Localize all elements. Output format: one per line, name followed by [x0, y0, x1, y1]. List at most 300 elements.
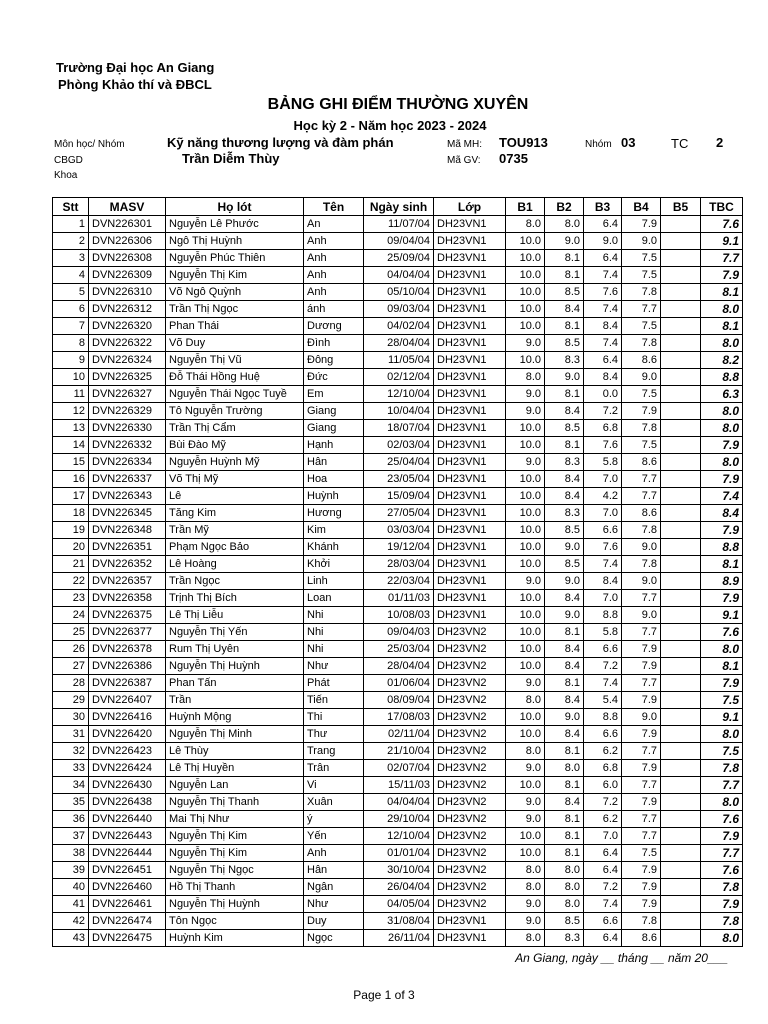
class-cell: DH23VN1 [434, 369, 506, 386]
b1-cell: 10.0 [506, 318, 545, 335]
birthdate-cell: 09/04/04 [364, 233, 434, 250]
class-cell: DH23VN1 [434, 590, 506, 607]
b5-cell [661, 760, 701, 777]
b4-cell: 7.7 [622, 488, 661, 505]
column-header: TBC [701, 198, 743, 216]
stt-cell: 30 [53, 709, 89, 726]
b2-cell: 8.4 [545, 658, 584, 675]
birthdate-cell: 28/04/04 [364, 658, 434, 675]
birthdate-cell: 26/04/04 [364, 879, 434, 896]
student-id-cell: DVN226343 [89, 488, 166, 505]
average-cell: 8.1 [701, 658, 743, 675]
b4-cell: 7.7 [622, 471, 661, 488]
given-name-cell: Thư [304, 726, 364, 743]
b2-cell: 8.1 [545, 318, 584, 335]
b1-cell: 8.0 [506, 862, 545, 879]
stt-cell: 37 [53, 828, 89, 845]
b4-cell: 9.0 [622, 369, 661, 386]
b4-cell: 7.5 [622, 318, 661, 335]
class-cell: DH23VN2 [434, 794, 506, 811]
b1-cell: 10.0 [506, 641, 545, 658]
b3-cell: 6.4 [584, 216, 622, 233]
b5-cell [661, 522, 701, 539]
b2-cell: 9.0 [545, 573, 584, 590]
student-id-cell: DVN226430 [89, 777, 166, 794]
table-row [53, 658, 743, 675]
b5-cell [661, 454, 701, 471]
b2-cell: 8.1 [545, 845, 584, 862]
stt-cell: 4 [53, 267, 89, 284]
stt-cell: 28 [53, 675, 89, 692]
given-name-cell: Kim [304, 522, 364, 539]
surname-cell: Lê Thùy [166, 743, 304, 760]
b3-cell: 6.8 [584, 760, 622, 777]
b2-cell: 8.4 [545, 794, 584, 811]
given-name-cell: Hân [304, 454, 364, 471]
b1-cell: 9.0 [506, 403, 545, 420]
average-cell: 7.6 [701, 216, 743, 233]
stt-cell: 9 [53, 352, 89, 369]
average-cell: 7.8 [701, 879, 743, 896]
birthdate-cell: 28/03/04 [364, 556, 434, 573]
birthdate-cell: 05/10/04 [364, 284, 434, 301]
class-cell: DH23VN2 [434, 811, 506, 828]
surname-cell: Nguyễn Lan [166, 777, 304, 794]
average-cell: 8.0 [701, 454, 743, 471]
lecturer-label: CBGD [54, 155, 83, 166]
birthdate-cell: 01/11/03 [364, 590, 434, 607]
birthdate-cell: 03/03/04 [364, 522, 434, 539]
b1-cell: 10.0 [506, 471, 545, 488]
table-row [53, 760, 743, 777]
b3-cell: 6.4 [584, 862, 622, 879]
surname-cell: Nguyễn Thị Yến [166, 624, 304, 641]
b5-cell [661, 505, 701, 522]
given-name-cell: Tiến [304, 692, 364, 709]
b2-cell: 8.5 [545, 284, 584, 301]
birthdate-cell: 09/04/03 [364, 624, 434, 641]
given-name-cell: Đông [304, 352, 364, 369]
average-cell: 8.8 [701, 539, 743, 556]
student-id-cell: DVN226312 [89, 301, 166, 318]
b1-cell: 9.0 [506, 386, 545, 403]
b4-cell: 7.9 [622, 641, 661, 658]
course-label: Môn học/ Nhóm [54, 139, 125, 150]
stt-cell: 15 [53, 454, 89, 471]
average-cell: 7.9 [701, 522, 743, 539]
b3-cell: 7.4 [584, 675, 622, 692]
stt-cell: 6 [53, 301, 89, 318]
class-cell: DH23VN1 [434, 318, 506, 335]
birthdate-cell: 01/06/04 [364, 675, 434, 692]
b5-cell [661, 862, 701, 879]
average-cell: 8.0 [701, 420, 743, 437]
stt-cell: 40 [53, 879, 89, 896]
b3-cell: 7.6 [584, 284, 622, 301]
average-cell: 7.7 [701, 250, 743, 267]
course-name: Kỹ năng thương lượng và đàm phán [167, 135, 394, 150]
given-name-cell: An [304, 216, 364, 233]
table-row [53, 352, 743, 369]
b3-cell: 6.4 [584, 845, 622, 862]
class-cell: DH23VN1 [434, 267, 506, 284]
b3-cell: 7.4 [584, 301, 622, 318]
average-cell: 8.0 [701, 335, 743, 352]
column-header: B5 [661, 198, 701, 216]
student-id-cell: DVN226386 [89, 658, 166, 675]
b1-cell: 10.0 [506, 267, 545, 284]
b1-cell: 10.0 [506, 352, 545, 369]
b4-cell: 7.8 [622, 913, 661, 930]
stt-cell: 17 [53, 488, 89, 505]
b1-cell: 9.0 [506, 811, 545, 828]
grades-table [52, 197, 743, 947]
b2-cell: 8.0 [545, 879, 584, 896]
b3-cell: 5.8 [584, 624, 622, 641]
class-cell: DH23VN2 [434, 777, 506, 794]
birthdate-cell: 04/05/04 [364, 896, 434, 913]
b4-cell: 7.7 [622, 828, 661, 845]
column-header: Tên [304, 198, 364, 216]
b1-cell: 9.0 [506, 794, 545, 811]
b2-cell: 8.5 [545, 335, 584, 352]
student-id-cell: DVN226474 [89, 913, 166, 930]
class-cell: DH23VN2 [434, 658, 506, 675]
average-cell: 7.9 [701, 590, 743, 607]
table-row [53, 794, 743, 811]
b3-cell: 7.4 [584, 267, 622, 284]
class-cell: DH23VN2 [434, 845, 506, 862]
b3-cell: 5.8 [584, 454, 622, 471]
column-header: Stt [53, 198, 89, 216]
class-cell: DH23VN1 [434, 386, 506, 403]
stt-cell: 25 [53, 624, 89, 641]
average-cell: 8.0 [701, 301, 743, 318]
surname-cell: Võ Duy [166, 335, 304, 352]
b1-cell: 10.0 [506, 301, 545, 318]
signature-date-line: An Giang, ngày __ tháng __ năm 20___ [515, 951, 728, 965]
b1-cell: 9.0 [506, 454, 545, 471]
b5-cell [661, 301, 701, 318]
credits-value: 2 [716, 135, 724, 150]
b4-cell: 7.8 [622, 522, 661, 539]
b4-cell: 8.6 [622, 352, 661, 369]
b2-cell: 8.1 [545, 811, 584, 828]
b5-cell [661, 539, 701, 556]
table-row [53, 386, 743, 403]
average-cell: 6.3 [701, 386, 743, 403]
table-row [53, 913, 743, 930]
average-cell: 8.1 [701, 556, 743, 573]
surname-cell: Nguyễn Thị Kim [166, 828, 304, 845]
b2-cell: 8.5 [545, 420, 584, 437]
class-cell: DH23VN1 [434, 539, 506, 556]
average-cell: 8.0 [701, 403, 743, 420]
b3-cell: 6.4 [584, 352, 622, 369]
b5-cell [661, 726, 701, 743]
student-id-cell: DVN226337 [89, 471, 166, 488]
b5-cell [661, 828, 701, 845]
average-cell: 7.6 [701, 862, 743, 879]
b5-cell [661, 250, 701, 267]
surname-cell: Trần Mỹ [166, 522, 304, 539]
b5-cell [661, 811, 701, 828]
given-name-cell: Nhi [304, 641, 364, 658]
surname-cell: Phan Tấn [166, 675, 304, 692]
surname-cell: Huỳnh Kim [166, 930, 304, 947]
table-row [53, 233, 743, 250]
given-name-cell: Như [304, 896, 364, 913]
surname-cell: Phan Thái [166, 318, 304, 335]
surname-cell: Nguyễn Thị Kim [166, 267, 304, 284]
given-name-cell: Hân [304, 862, 364, 879]
given-name-cell: Hoa [304, 471, 364, 488]
b2-cell: 8.0 [545, 216, 584, 233]
surname-cell: Nguyễn Thị Thanh [166, 794, 304, 811]
b4-cell: 9.0 [622, 607, 661, 624]
b1-cell: 10.0 [506, 777, 545, 794]
average-cell: 8.1 [701, 318, 743, 335]
student-id-cell: DVN226440 [89, 811, 166, 828]
b2-cell: 9.0 [545, 539, 584, 556]
b4-cell: 7.9 [622, 658, 661, 675]
surname-cell: Nguyễn Thị Huỳnh [166, 896, 304, 913]
b2-cell: 8.1 [545, 250, 584, 267]
stt-cell: 3 [53, 250, 89, 267]
b3-cell: 7.2 [584, 403, 622, 420]
b2-cell: 9.0 [545, 709, 584, 726]
faculty-label: Khoa [54, 170, 78, 181]
given-name-cell: Phát [304, 675, 364, 692]
student-id-cell: DVN226444 [89, 845, 166, 862]
table-body [53, 216, 743, 947]
birthdate-cell: 15/09/04 [364, 488, 434, 505]
average-cell: 8.0 [701, 794, 743, 811]
table-row [53, 641, 743, 658]
b1-cell: 10.0 [506, 250, 545, 267]
surname-cell: Nguyễn Thị Vũ [166, 352, 304, 369]
table-row [53, 437, 743, 454]
b2-cell: 9.0 [545, 607, 584, 624]
class-cell: DH23VN1 [434, 471, 506, 488]
stt-cell: 21 [53, 556, 89, 573]
b3-cell: 8.4 [584, 318, 622, 335]
birthdate-cell: 11/07/04 [364, 216, 434, 233]
b1-cell: 9.0 [506, 675, 545, 692]
stt-cell: 18 [53, 505, 89, 522]
given-name-cell: Anh [304, 267, 364, 284]
student-id-cell: DVN226358 [89, 590, 166, 607]
b3-cell: 9.0 [584, 233, 622, 250]
b3-cell: 6.4 [584, 250, 622, 267]
b4-cell: 7.7 [622, 301, 661, 318]
b5-cell [661, 335, 701, 352]
surname-cell: Nguyễn Thị Kim [166, 845, 304, 862]
average-cell: 7.9 [701, 675, 743, 692]
b5-cell [661, 233, 701, 250]
stt-cell: 32 [53, 743, 89, 760]
b3-cell: 7.6 [584, 437, 622, 454]
b3-cell: 7.6 [584, 539, 622, 556]
stt-cell: 2 [53, 233, 89, 250]
birthdate-cell: 12/10/04 [364, 386, 434, 403]
given-name-cell: Nhi [304, 607, 364, 624]
b2-cell: 8.3 [545, 454, 584, 471]
b3-cell: 8.4 [584, 369, 622, 386]
birthdate-cell: 19/12/04 [364, 539, 434, 556]
b4-cell: 7.5 [622, 845, 661, 862]
average-cell: 7.5 [701, 692, 743, 709]
b5-cell [661, 607, 701, 624]
stt-cell: 22 [53, 573, 89, 590]
class-cell: DH23VN1 [434, 913, 506, 930]
student-id-cell: DVN226332 [89, 437, 166, 454]
average-cell: 9.1 [701, 709, 743, 726]
class-cell: DH23VN2 [434, 709, 506, 726]
group-value: 03 [621, 135, 636, 150]
student-id-cell: DVN226334 [89, 454, 166, 471]
student-id-cell: DVN226308 [89, 250, 166, 267]
table-row [53, 556, 743, 573]
student-id-cell: DVN226320 [89, 318, 166, 335]
class-cell: DH23VN2 [434, 896, 506, 913]
given-name-cell: Hạnh [304, 437, 364, 454]
b1-cell: 10.0 [506, 522, 545, 539]
b4-cell: 8.6 [622, 930, 661, 947]
stt-cell: 19 [53, 522, 89, 539]
student-id-cell: DVN226443 [89, 828, 166, 845]
stt-cell: 8 [53, 335, 89, 352]
student-id-cell: DVN226451 [89, 862, 166, 879]
class-cell: DH23VN1 [434, 522, 506, 539]
b3-cell: 7.0 [584, 471, 622, 488]
table-row [53, 709, 743, 726]
b4-cell: 7.7 [622, 624, 661, 641]
table-row [53, 420, 743, 437]
b2-cell: 8.4 [545, 471, 584, 488]
table-row [53, 488, 743, 505]
average-cell: 7.6 [701, 624, 743, 641]
table-row [53, 862, 743, 879]
b4-cell: 7.9 [622, 760, 661, 777]
column-header: B2 [545, 198, 584, 216]
b2-cell: 8.5 [545, 913, 584, 930]
b3-cell: 7.2 [584, 794, 622, 811]
b3-cell: 7.4 [584, 335, 622, 352]
surname-cell: Tô Nguyễn Trường [166, 403, 304, 420]
average-cell: 7.8 [701, 913, 743, 930]
stt-cell: 11 [53, 386, 89, 403]
b1-cell: 10.0 [506, 505, 545, 522]
birthdate-cell: 22/03/04 [364, 573, 434, 590]
class-cell: DH23VN2 [434, 760, 506, 777]
b4-cell: 7.8 [622, 335, 661, 352]
b4-cell: 7.8 [622, 284, 661, 301]
birthdate-cell: 26/11/04 [364, 930, 434, 947]
birthdate-cell: 10/04/04 [364, 403, 434, 420]
given-name-cell: Giang [304, 420, 364, 437]
surname-cell: Hồ Thị Thanh [166, 879, 304, 896]
b3-cell: 8.8 [584, 709, 622, 726]
student-id-cell: DVN226407 [89, 692, 166, 709]
average-cell: 8.9 [701, 573, 743, 590]
table-row [53, 743, 743, 760]
average-cell: 7.5 [701, 743, 743, 760]
table-row [53, 369, 743, 386]
b2-cell: 8.5 [545, 522, 584, 539]
column-header: B3 [584, 198, 622, 216]
class-cell: DH23VN1 [434, 930, 506, 947]
class-cell: DH23VN1 [434, 505, 506, 522]
given-name-cell: Ngân [304, 879, 364, 896]
surname-cell: Nguyễn Thái Ngọc Tuyề [166, 386, 304, 403]
school-name: Trường Đại học An Giang [56, 60, 215, 75]
b4-cell: 8.6 [622, 505, 661, 522]
table-row [53, 930, 743, 947]
surname-cell: Nguyễn Thị Ngọc [166, 862, 304, 879]
b4-cell: 7.9 [622, 726, 661, 743]
b2-cell: 8.4 [545, 692, 584, 709]
surname-cell: Phạm Ngọc Bảo [166, 539, 304, 556]
surname-cell: Lê [166, 488, 304, 505]
student-id-cell: DVN226351 [89, 539, 166, 556]
document-title: BẢNG GHI ĐIỂM THƯỜNG XUYÊN [267, 96, 529, 113]
average-cell: 8.1 [701, 284, 743, 301]
b5-cell [661, 879, 701, 896]
b1-cell: 10.0 [506, 284, 545, 301]
stt-cell: 39 [53, 862, 89, 879]
table-row [53, 811, 743, 828]
birthdate-cell: 27/05/04 [364, 505, 434, 522]
average-cell: 7.8 [701, 760, 743, 777]
table-row [53, 454, 743, 471]
b3-cell: 6.8 [584, 420, 622, 437]
student-id-cell: DVN226301 [89, 216, 166, 233]
class-cell: DH23VN2 [434, 743, 506, 760]
given-name-cell: Huỳnh [304, 488, 364, 505]
b2-cell: 8.3 [545, 930, 584, 947]
b3-cell: 6.2 [584, 743, 622, 760]
birthdate-cell: 02/07/04 [364, 760, 434, 777]
class-cell: DH23VN1 [434, 556, 506, 573]
stt-cell: 20 [53, 539, 89, 556]
table-row [53, 267, 743, 284]
b5-cell [661, 267, 701, 284]
lecturer-id: 0735 [499, 151, 528, 166]
b1-cell: 10.0 [506, 828, 545, 845]
given-name-cell: Anh [304, 284, 364, 301]
class-cell: DH23VN1 [434, 284, 506, 301]
b2-cell: 8.1 [545, 828, 584, 845]
b2-cell: 8.4 [545, 301, 584, 318]
b5-cell [661, 284, 701, 301]
given-name-cell: Anh [304, 250, 364, 267]
surname-cell: Nguyễn Huỳnh Mỹ [166, 454, 304, 471]
stt-cell: 14 [53, 437, 89, 454]
stt-cell: 5 [53, 284, 89, 301]
student-id-cell: DVN226306 [89, 233, 166, 250]
given-name-cell: Hương [304, 505, 364, 522]
table-row [53, 590, 743, 607]
b1-cell: 10.0 [506, 539, 545, 556]
student-id-cell: DVN226375 [89, 607, 166, 624]
student-id-cell: DVN226460 [89, 879, 166, 896]
b2-cell: 8.4 [545, 403, 584, 420]
birthdate-cell: 30/10/04 [364, 862, 434, 879]
b2-cell: 9.0 [545, 233, 584, 250]
b3-cell: 7.0 [584, 505, 622, 522]
student-id-cell: DVN226310 [89, 284, 166, 301]
